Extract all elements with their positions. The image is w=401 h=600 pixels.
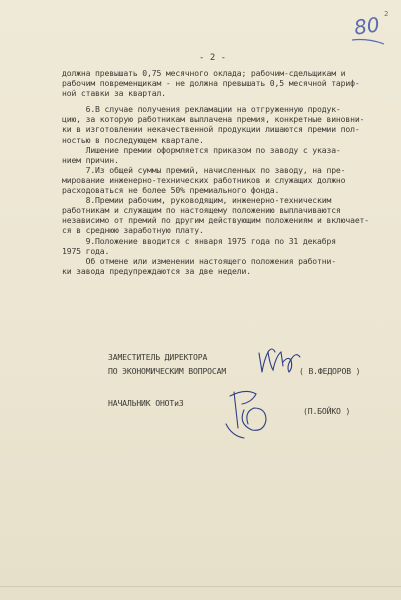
body-line: расходоваться не более 50% премиального фонда. [62,185,280,196]
folio-number: 80 [352,12,381,40]
body-line: ся в среднюю заработную плату. [62,225,204,236]
body-line: 8.Премии рабочим, руководящим, инженерно-техническим [62,195,332,206]
body-line: 9.Положение вводится с января 1975 года по 31 декабря [62,235,336,246]
body-line: 7.Из общей суммы премий, начисленных по заводу, на пре- [62,164,346,175]
body-line: Об отмене или изменении настоящего положения работни- [62,255,336,266]
body-line: независимо от премий по другим действующим положениям и включает- [62,215,369,226]
body-line: ки в изготовлении некачественной продукции лишаются премии пол- [62,124,360,135]
page-number: - 2 - [199,53,227,63]
body-line: мирование инженерно-технических работников и служащих должно [62,174,346,185]
folio-underline [352,40,384,45]
deputy-name: ( В.ФЕДОРОВ ) [299,366,361,376]
body-line: Лишение премии оформляется приказом по заводу с указа- [62,144,341,155]
body-line: рабочим повременщикам - не должна превышать 0,5 месячной тариф- [62,78,360,89]
body-line: нием причин. [62,154,119,165]
head-name: (П.БОЙКО ) [303,406,351,416]
body-line: должна превышать 0,75 месячного оклада; рабочим-сдельщикам и [62,68,346,78]
body-line: 6.В случае получения рекламации на отгруженную продук- [62,104,341,115]
folio-number-small: 2 [384,10,389,18]
body-line: работникам и служащим по настоящему положению выплачиваются [62,205,341,216]
body-line: цию, за которую работникам выплачена премия, конкретные виновни- [62,114,365,125]
deputy-title-line-1: ЗАМЕСТИТЕЛЬ ДИРЕКТОРА [108,352,208,362]
head-signature [226,391,266,438]
head-title: НАЧАЛЬНИК ОНОТиЗ [108,398,184,408]
deputy-signature [259,349,300,372]
body-line: 1975 года. [62,245,110,256]
deputy-title-line-2: ПО ЭКОНОМИЧЕСКИМ ВОПРОСАМ [108,366,227,376]
body-line: ной ставки за квартал. [62,88,166,99]
body-line: ки завода предупреждаются за две недели. [62,265,251,276]
body-line: ностью в последующем квартале. [62,134,204,145]
